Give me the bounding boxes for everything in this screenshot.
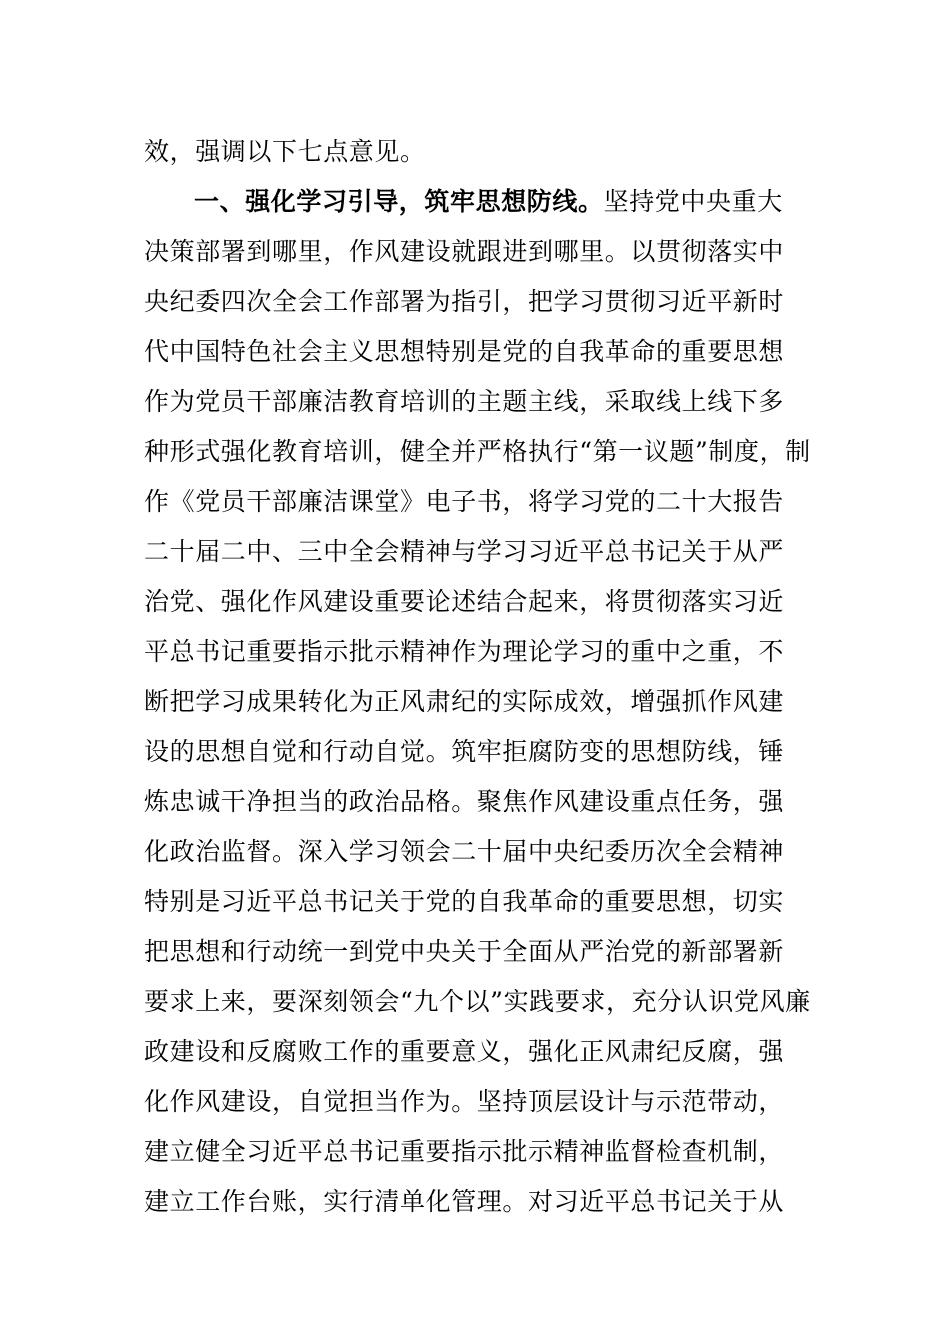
section-heading: 一、强化学习引导，筑牢思想防线。 <box>194 187 604 216</box>
text-line <box>144 177 814 227</box>
text-line: 作为党员干部廉洁教育培训的主题主线，采取线上线下多 <box>144 387 785 416</box>
text-line: 把思想和行动统一到党中央关于全面从严治党的新部署新 <box>144 937 785 966</box>
text-span: 坚持党中央重大 <box>603 187 783 216</box>
text-line: 断把学习成果转化为正风肃纪的实际成效，增强抓作风建 <box>144 687 785 716</box>
text-line: 设的思想自觉和行动自觉。筑牢拒腐防变的思想防线，锤 <box>144 737 785 766</box>
text-line: 决策部署到哪里，作风建设就跟进到哪里。以贯彻落实中 <box>144 237 785 266</box>
text-line: 二十届二中、三中全会精神与学习习近平总书记关于从严 <box>144 537 785 566</box>
text-line: 种形式强化教育培训，健全并严格执行“第一议题”制度，制 <box>144 437 811 466</box>
text-line: 建立工作台账，实行清单化管理。对习近平总书记关于从 <box>144 1187 785 1216</box>
text-line: 炼忠诚干净担当的政治品格。聚焦作风建设重点任务，强 <box>144 787 785 816</box>
text-line: 代中国特色社会主义思想特别是党的自我革命的重要思想 <box>144 337 785 366</box>
body-text <box>144 127 814 1227</box>
text-line: 效，强调以下七点意见。 <box>144 137 426 166</box>
text-line: 建立健全习近平总书记重要指示批示精神监督检查机制， <box>144 1137 785 1166</box>
text-line: 央纪委四次全会工作部署为指引，把学习贯彻习近平新时 <box>144 287 785 316</box>
text-line: 治党、强化作风建设重要论述结合起来，将贯彻落实习近 <box>144 587 785 616</box>
text-line: 要求上来，要深刻领会“九个以”实践要求，充分认识党风廉 <box>144 987 811 1016</box>
text-line: 特别是习近平总书记关于党的自我革命的重要思想，切实 <box>144 887 785 916</box>
text-line: 平总书记重要指示批示精神作为理论学习的重中之重，不 <box>144 637 785 666</box>
text-line: 化作风建设，自觉担当作为。坚持顶层设计与示范带动， <box>144 1087 785 1116</box>
text-line: 作《党员干部廉洁课堂》电子书，将学习党的二十大报告 <box>144 487 785 516</box>
text-line: 化政治监督。深入学习领会二十届中央纪委历次全会精神 <box>144 837 785 866</box>
text-line: 政建设和反腐败工作的重要意义，强化正风肃纪反腐，强 <box>144 1037 785 1066</box>
